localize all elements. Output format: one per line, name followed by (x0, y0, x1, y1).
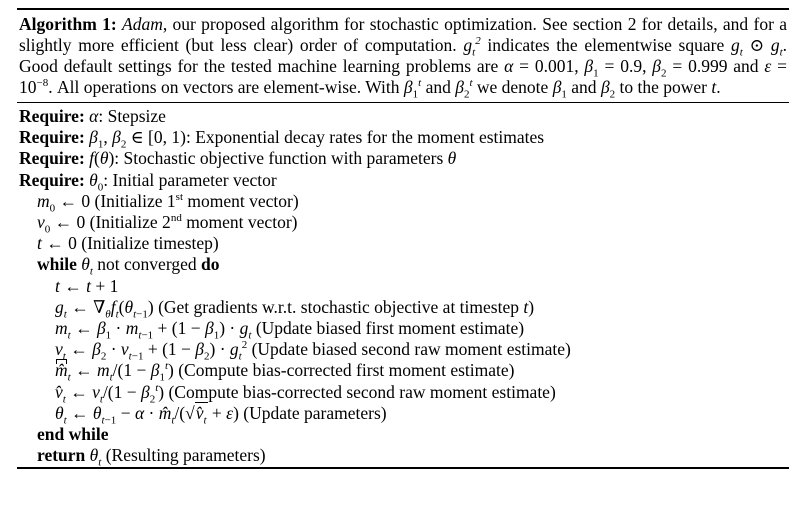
algorithm-box (17, 8, 789, 469)
algorithm-caption: Algorithm 1: Adam, our proposed algorithm for stochastic optimization. See section 2 for details, and for a slightly more efficient (but less clear) order of computation. $g_t^2$ indicates the elementwise square $g_t$ ⊙ $g_t$. Good default settings for the tested machine learning problems are α = 0.001, $\beta_1 = 0.9$, $\beta_2 = 0.999$ and $\varepsilon = 10^{-8}$. All operations on vectors are element-wise. With $\beta_1^t$ and $\beta_2^t$ we denote $\beta_1$ and $\beta_2$ to the power t. (19, 14, 788, 101)
algorithm-title: Adam (122, 14, 163, 34)
init-timestep: t ← 0 (Initialize timestep) (37, 233, 219, 254)
step-second-moment-corrected: $v̂_t$ ← $v_t/(1 - \beta_2^t)$ (Compute bias-corrected second raw moment estimate) (55, 381, 556, 406)
init-first-moment: $m_0$ ← 0 (Initialize 1st moment vector) (37, 190, 299, 215)
bottom-rule (17, 467, 789, 469)
return-statement: return $\theta_t$ (Resulting parameters) (37, 445, 266, 469)
require-objective: Require: f(θ): Stochastic objective function with parameters θ (19, 148, 457, 169)
require-decay-rates: Require: $\beta_1$, $\beta_2$ ∈ [0, 1): Exponential decay rates for the moment estimates (19, 127, 545, 151)
require-initial-params: Require: $\theta_0$: Initial parameter vector (19, 169, 277, 194)
algorithm-body (17, 103, 789, 467)
require-stepsize: Require: α: Stepsize (19, 106, 166, 126)
step-second-moment: $v_t$ ← $\beta_2 \cdot v_{t-1} + (1 - \beta_2) \cdot g_t^2$ (Update biased second raw moment estimate) (55, 339, 571, 363)
init-second-moment: $v_0$ ← 0 (Initialize 2nd moment vector) (37, 212, 298, 236)
step-gradient: $g_t$ ← $\nabla_\theta f_t(\theta_{t-1})$ (Get gradients w.r.t. stochastic objective at timestep t) (55, 296, 535, 321)
end-while: end while (37, 424, 109, 445)
while-loop-header: while $\theta_t$ not converged do (37, 254, 220, 278)
step-first-moment-corrected: $m̂_t$ ← $m_t/(1 - \beta_1^t)$ (Compute bias-corrected first moment estimate) (55, 360, 515, 384)
step-first-moment: $m_t$ ← $\beta_1 \cdot m_{t-1} + (1 - \beta_1) \cdot g_t$ (Update biased first moment estimate) (55, 318, 525, 342)
step-parameter-update: $\theta_t$ ← $\theta_{t-1} - \alpha$ · $m̂_t/(√v̂_t + \varepsilon)$ (Update parameters) (55, 402, 387, 427)
algorithm-label: Algorithm 1: (19, 14, 117, 34)
step-increment: t ← t + 1 (55, 275, 119, 296)
